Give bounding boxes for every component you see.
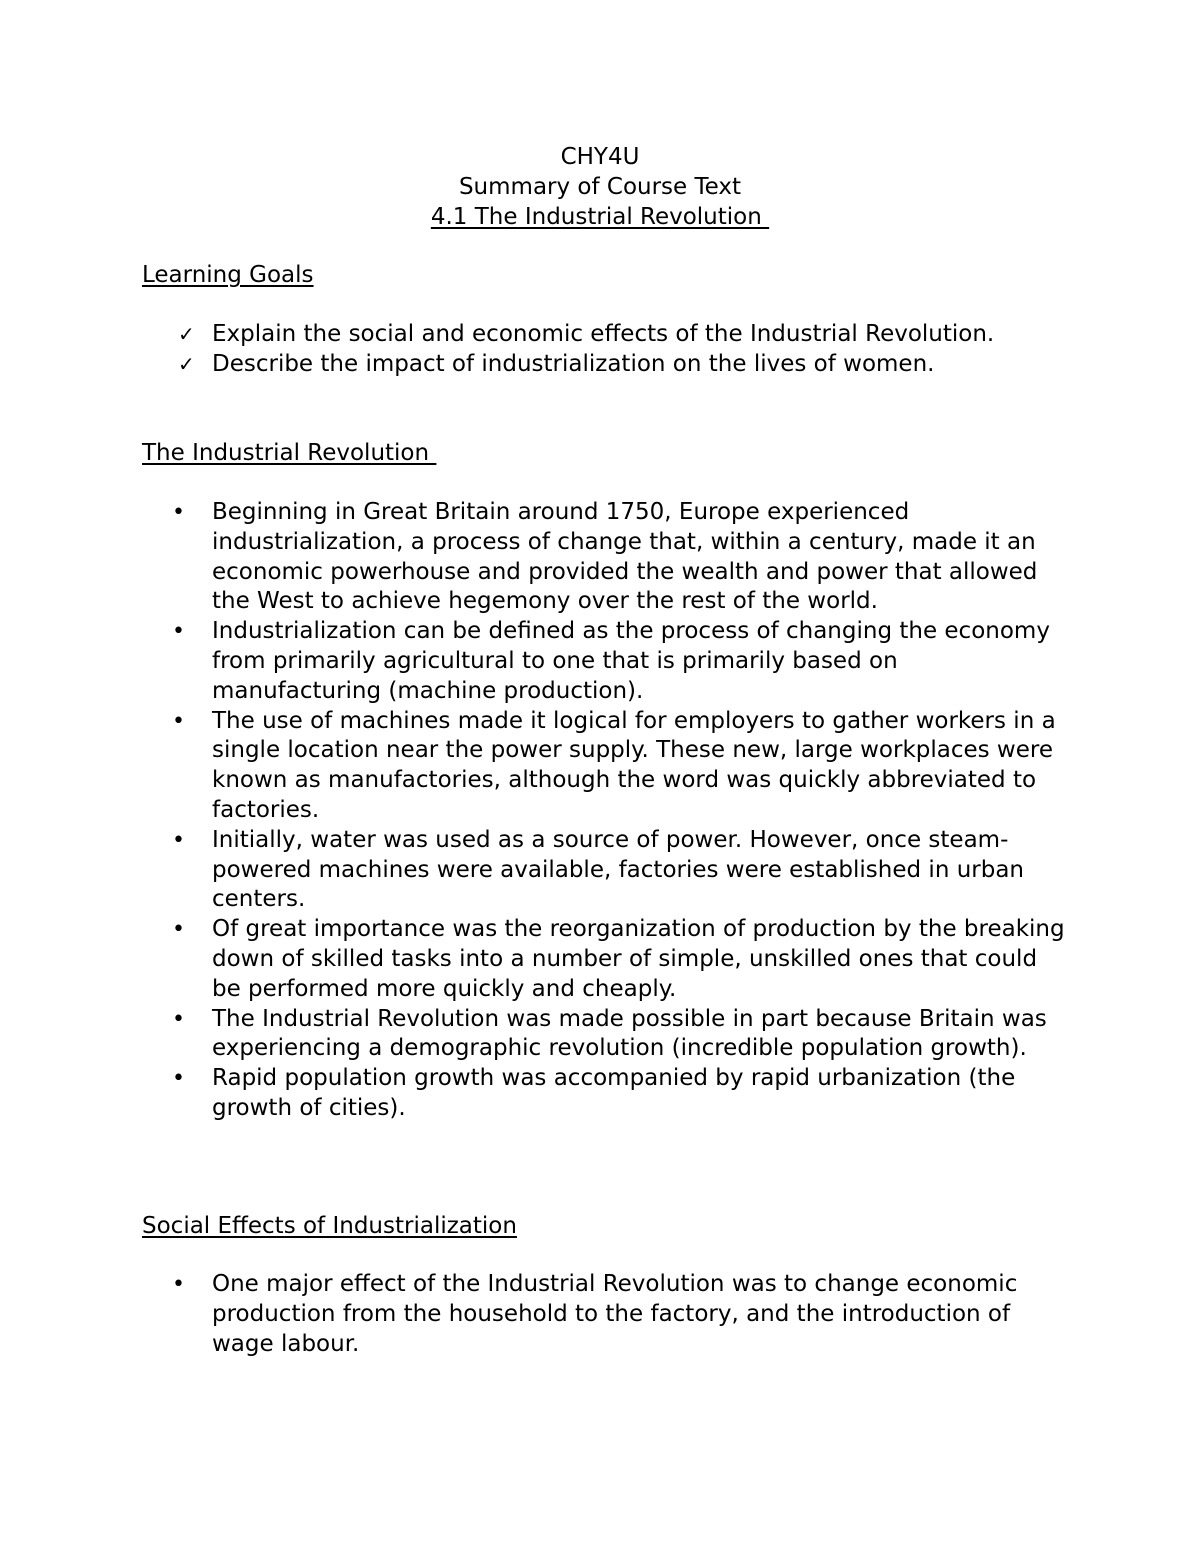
list-item-text: Initially, water was used as a source of power. However, once steam-powered machines were available, factories were established in urban centers. xyxy=(212,826,1025,913)
list-item xyxy=(0,707,1072,826)
bullet-icon: • xyxy=(172,1066,185,1092)
list-item-text: Explain the social and economic effects of the Industrial Revolution. xyxy=(212,321,995,347)
bullet-icon: • xyxy=(172,827,185,853)
list-item-text: Describe the impact of industrialization on the lives of women. xyxy=(212,350,935,377)
list-item xyxy=(0,320,1072,350)
industrial-revolution-heading: The Industrial Revolution xyxy=(142,440,437,466)
list-item xyxy=(0,1005,1072,1065)
document-header xyxy=(0,142,1200,232)
social-effects-heading: Social Effects of Industrialization xyxy=(142,1213,517,1239)
bullet-icon: • xyxy=(172,1006,185,1032)
bullet-icon: • xyxy=(172,708,185,734)
document-subtitle: Summary of Course Text xyxy=(458,174,742,200)
list-item-text: The Industrial Revolution was made possible in part because Britain was experiencing a demographic revolution (incredible population growth). xyxy=(212,1005,1047,1062)
checkmark-icon: ✓ xyxy=(178,322,195,346)
list-item xyxy=(0,350,1072,380)
bullet-icon: • xyxy=(172,500,185,525)
list-item-text: Industrialization can be defined as the process of changing the economy from primarily agricultural to one that is primarily based on manufacturing (machine production). xyxy=(212,618,1050,704)
list-item xyxy=(0,1270,1072,1359)
list-item xyxy=(0,915,1072,1004)
list-item-text: Rapid population growth was accompanied by rapid urbanization (the growth of cities). xyxy=(212,1065,1016,1121)
bullet-icon: • xyxy=(172,1272,185,1297)
list-item-text: One major effect of the Industrial Revolution was to change economic production from the household to the factory, and the introduction of wage labour. xyxy=(212,1271,1018,1357)
list-item-text: The use of machines made it logical for employers to gather workers in a single location near the power supply. These new, large workplaces were known as manufactories, although the word was quickly abbreviated to factories. xyxy=(212,707,1056,823)
list-item xyxy=(0,1064,1072,1124)
industrial-revolution-list xyxy=(0,498,1072,1124)
bullet-icon: • xyxy=(172,619,185,645)
learning-goals-heading: Learning Goals xyxy=(142,262,314,288)
list-item xyxy=(0,498,1072,617)
checkmark-icon: ✓ xyxy=(178,351,195,376)
bullet-icon: • xyxy=(172,917,185,943)
list-item-text: Of great importance was the reorganization of production by the breaking down of skilled tasks into a number of simple, unskilled ones that could be performed more quickly and cheaply. xyxy=(212,916,1065,1002)
list-item xyxy=(0,617,1072,706)
learning-goals-list xyxy=(0,320,1072,380)
list-item-text: Beginning in Great Britain around 1750, Europe experienced industrialization, a process of change that, within a century, made it an economic powerhouse and provided the wealth and power that allowed the West to achieve hegemony over the rest of the world. xyxy=(212,499,1038,615)
chapter-title: 4.1 The Industrial Revolution xyxy=(430,204,770,230)
course-code: CHY4U xyxy=(560,144,640,170)
social-effects-list xyxy=(0,1270,1072,1359)
list-item xyxy=(0,826,1072,915)
